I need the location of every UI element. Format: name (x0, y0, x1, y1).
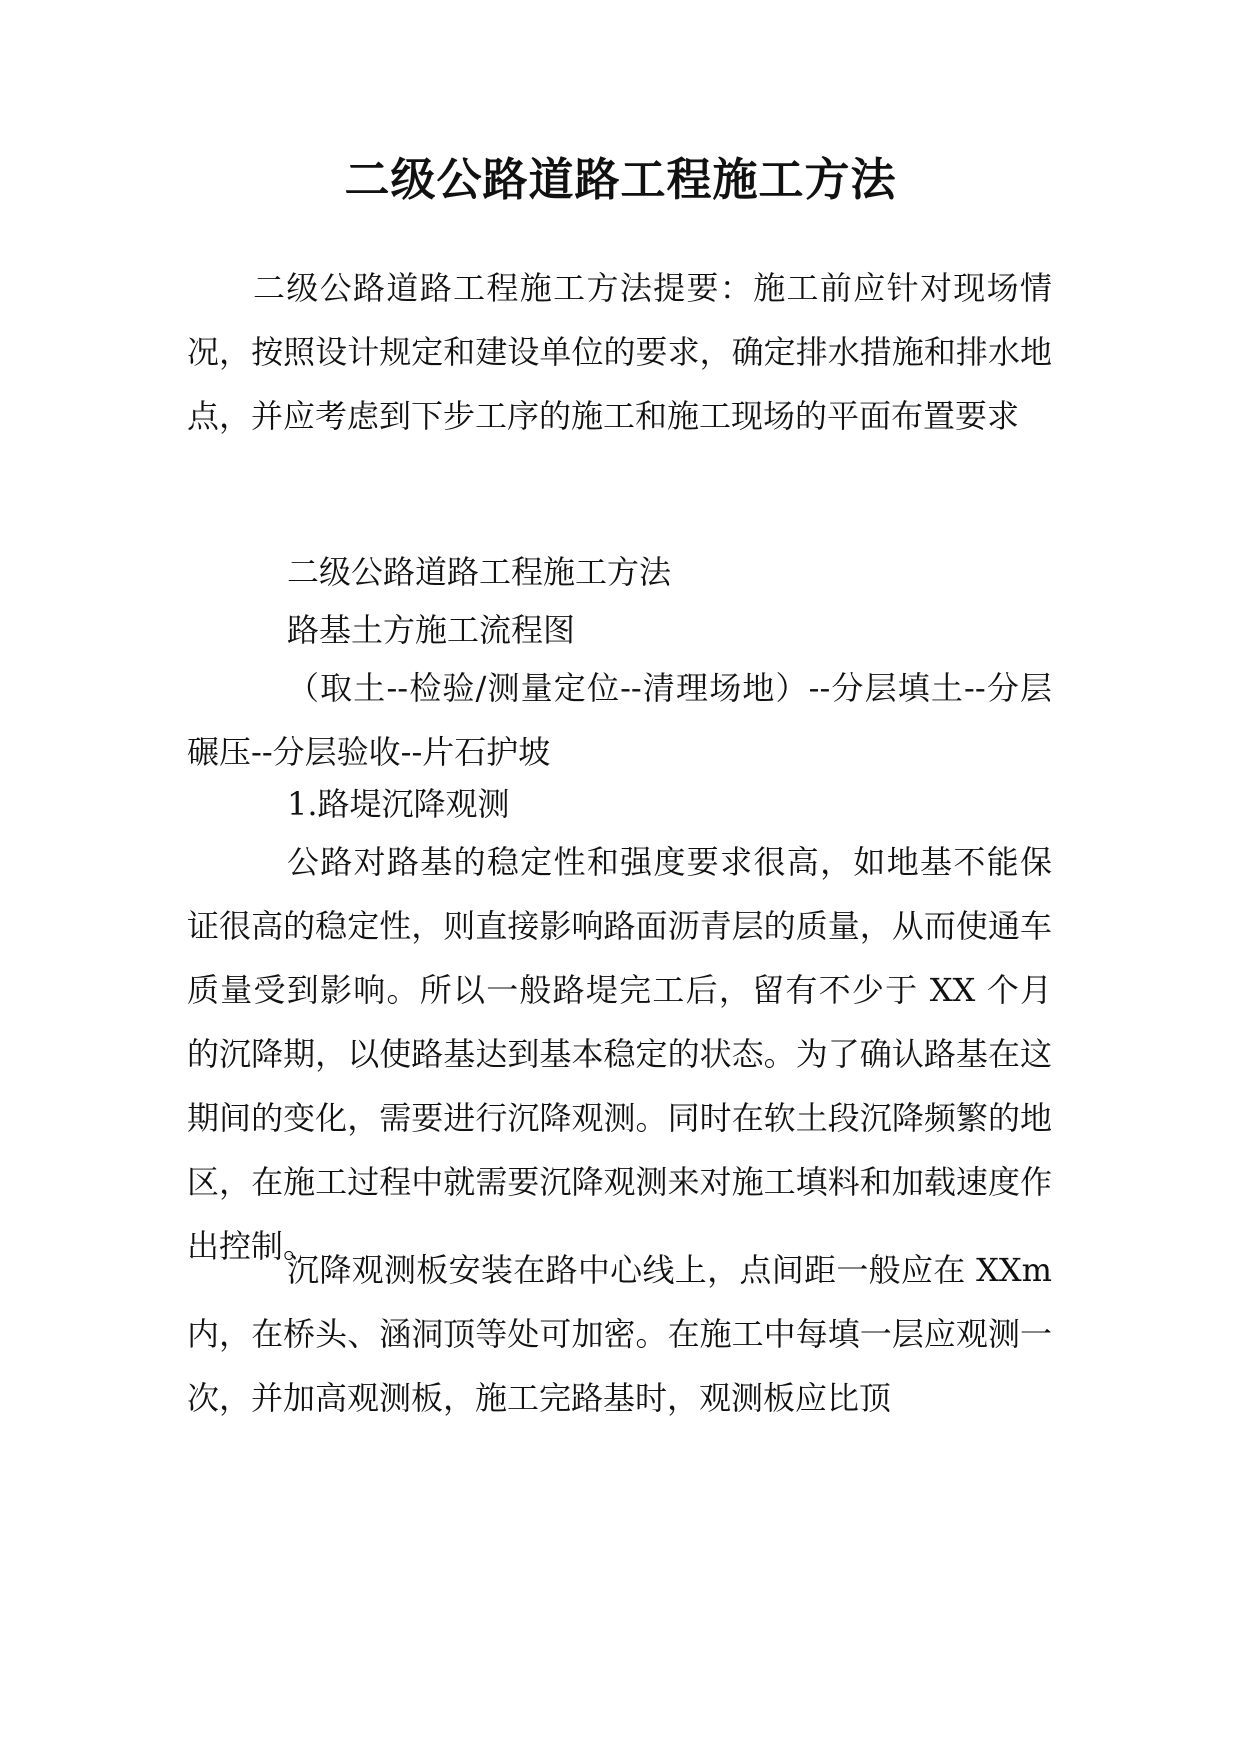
subsection-heading: 1.路堤沉降观测 (287, 785, 510, 823)
document-title: 二级公路道路工程施工方法 (344, 153, 897, 206)
flow-steps-paragraph: （取土--检验/测量定位--清理场地）--分层填土--分层碾压--分层验收--片石护坡 (187, 669, 1052, 771)
abstract-paragraph: 二级公路道路工程施工方法提要：施工前应针对现场情况，按照设计规定和建设单位的要求，确定排水措施和排水地点，并应考虑到下步工序的施工和施工现场的平面布置要求 (187, 269, 1052, 435)
flow-chart-title: 路基土方施工流程图 (287, 611, 576, 649)
observation-plate-paragraph: 沉降观测板安装在路中心线上，点间距一般应在 XXm 内，在桥头、涵洞顶等处可加密。在施工中每填一层应观测一次，并加高观测板，施工完路基时，观测板应比顶 (187, 1251, 1052, 1417)
section-heading: 二级公路道路工程施工方法 (287, 553, 672, 591)
settlement-paragraph: 公路对路基的稳定性和强度要求很高，如地基不能保证很高的稳定性，则直接影响路面沥青层的质量，从而使通车质量受到影响。所以一般路堤完工后，留有不少于 XX 个月的沉降期，以使路基达到基本稳定的状态。为了确认路基在这期间的变化，需要进行沉降观测。同时在软土段沉降频繁的地区，在施工过程中就需要沉降观测来对施工填料和加载速度作出控制。 (187, 843, 1052, 1265)
